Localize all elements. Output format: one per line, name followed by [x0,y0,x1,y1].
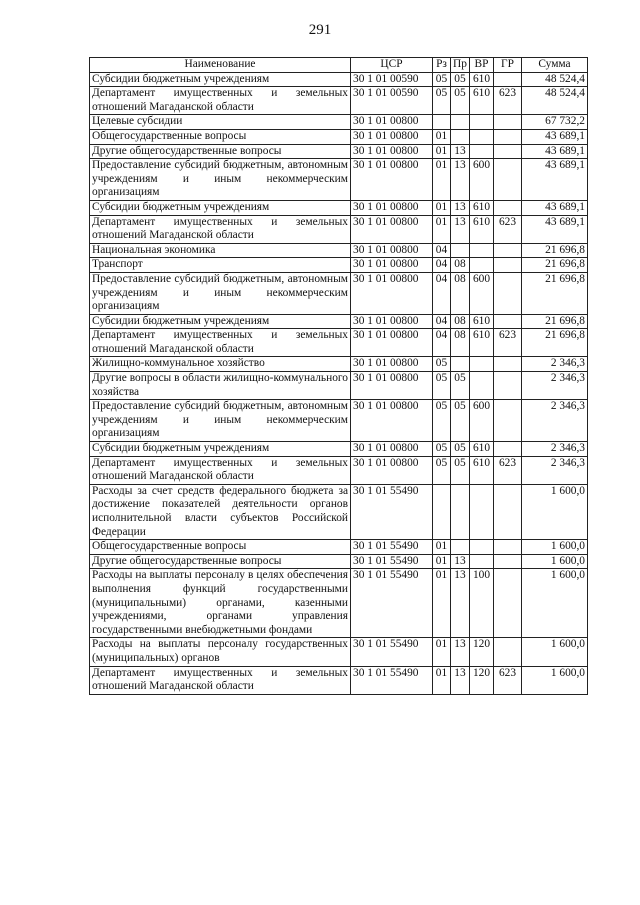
header-rz: Рз [433,58,451,73]
cell-pr: 13 [451,666,470,694]
cell-rz: 04 [433,272,451,314]
cell-rz: 05 [433,400,451,442]
cell-vr [470,484,494,539]
cell-pr [451,115,470,130]
cell-csr: 30 1 01 00800 [351,159,433,201]
cell-gr [494,442,522,457]
cell-rz: 01 [433,200,451,215]
cell-vr: 610 [470,456,494,484]
cell-name: Другие вопросы в области жилищно-коммунального хозяйства [90,372,351,400]
table-row [90,372,588,400]
cell-rz: 05 [433,456,451,484]
cell-name: Расходы на выплаты персоналу в целях обеспечения выполнения функций государственными (муниципальными) органами, казенными учреждениями, органами управления государственными внебюджетными фондами [90,569,351,638]
table-row [90,144,588,159]
table-row [90,400,588,442]
cell-pr: 13 [451,144,470,159]
cell-rz: 05 [433,72,451,87]
cell-gr [494,272,522,314]
budget-table [89,57,588,695]
cell-vr [470,129,494,144]
cell-sum: 67 732,2 [522,115,588,130]
cell-csr: 30 1 01 00800 [351,258,433,273]
cell-csr: 30 1 01 00800 [351,115,433,130]
cell-sum: 21 696,8 [522,258,588,273]
table-row [90,540,588,555]
cell-pr: 05 [451,72,470,87]
page-number: 291 [308,22,332,38]
cell-csr: 30 1 01 00800 [351,144,433,159]
cell-gr [494,569,522,638]
cell-csr: 30 1 01 00800 [351,243,433,258]
cell-rz: 01 [433,569,451,638]
cell-vr [470,258,494,273]
cell-sum: 43 689,1 [522,200,588,215]
cell-gr [494,129,522,144]
table-row [90,200,588,215]
cell-gr: 623 [494,329,522,357]
table-row [90,357,588,372]
cell-sum: 1 600,0 [522,666,588,694]
cell-sum: 48 524,4 [522,87,588,115]
table-header [90,58,588,73]
cell-rz: 04 [433,314,451,329]
cell-rz: 01 [433,215,451,243]
table-row [90,272,588,314]
cell-csr: 30 1 01 00590 [351,72,433,87]
table-row [90,329,588,357]
cell-sum: 21 696,8 [522,314,588,329]
cell-gr [494,200,522,215]
cell-csr: 30 1 01 00800 [351,329,433,357]
cell-csr: 30 1 01 55490 [351,484,433,539]
cell-sum: 1 600,0 [522,540,588,555]
cell-pr: 13 [451,159,470,201]
cell-rz: 01 [433,638,451,666]
cell-rz [433,115,451,130]
cell-vr: 610 [470,442,494,457]
table-row [90,442,588,457]
cell-name: Субсидии бюджетным учреждениям [90,72,351,87]
table-row [90,159,588,201]
cell-vr: 610 [470,314,494,329]
cell-gr [494,144,522,159]
cell-sum: 43 689,1 [522,129,588,144]
cell-pr [451,484,470,539]
cell-sum: 2 346,3 [522,372,588,400]
cell-vr [470,115,494,130]
cell-vr: 600 [470,159,494,201]
table-row [90,258,588,273]
cell-name: Департамент имущественных и земельных отношений Магаданской области [90,87,351,115]
cell-name: Общегосударственные вопросы [90,540,351,555]
cell-csr: 30 1 01 00800 [351,272,433,314]
cell-gr [494,115,522,130]
cell-name: Субсидии бюджетным учреждениям [90,314,351,329]
cell-csr: 30 1 01 00800 [351,200,433,215]
cell-csr: 30 1 01 00800 [351,372,433,400]
cell-gr [494,554,522,569]
cell-sum: 1 600,0 [522,569,588,638]
cell-rz: 04 [433,258,451,273]
cell-vr: 610 [470,87,494,115]
header-name: Наименование [90,58,351,73]
cell-pr: 13 [451,569,470,638]
cell-pr [451,243,470,258]
cell-rz: 05 [433,442,451,457]
cell-vr [470,554,494,569]
cell-pr [451,357,470,372]
cell-name: Целевые субсидии [90,115,351,130]
table-row [90,554,588,569]
cell-gr [494,72,522,87]
cell-gr [494,400,522,442]
header-sum: Сумма [522,58,588,73]
cell-name: Расходы за счет средств федерального бюджета за достижение показателей деятельности органов исполнительной власти субъектов Российской Федерации [90,484,351,539]
cell-sum: 1 600,0 [522,638,588,666]
cell-pr: 08 [451,329,470,357]
cell-vr [470,144,494,159]
cell-name: Департамент имущественных и земельных отношений Магаданской области [90,456,351,484]
cell-rz: 01 [433,540,451,555]
cell-csr: 30 1 01 00800 [351,442,433,457]
cell-name: Общегосударственные вопросы [90,129,351,144]
cell-rz: 01 [433,144,451,159]
cell-gr [494,540,522,555]
cell-name: Предоставление субсидий бюджетным, автономным учреждениям и иным некоммерческим организациям [90,272,351,314]
cell-gr [494,357,522,372]
cell-name: Департамент имущественных и земельных отношений Магаданской области [90,329,351,357]
table-row [90,456,588,484]
cell-pr [451,129,470,144]
cell-vr: 120 [470,666,494,694]
header-gr: ГР [494,58,522,73]
table-row [90,243,588,258]
cell-gr: 623 [494,215,522,243]
cell-rz: 04 [433,329,451,357]
table-row [90,215,588,243]
cell-sum: 43 689,1 [522,159,588,201]
table-row [90,484,588,539]
header-vr: ВР [470,58,494,73]
cell-pr: 13 [451,215,470,243]
cell-rz [433,484,451,539]
cell-vr: 120 [470,638,494,666]
cell-pr: 05 [451,456,470,484]
cell-gr [494,484,522,539]
cell-pr: 08 [451,272,470,314]
cell-csr: 30 1 01 55490 [351,569,433,638]
cell-sum: 43 689,1 [522,144,588,159]
cell-pr [451,540,470,555]
cell-name: Национальная экономика [90,243,351,258]
cell-name: Субсидии бюджетным учреждениям [90,442,351,457]
cell-vr: 610 [470,200,494,215]
cell-name: Другие общегосударственные вопросы [90,554,351,569]
table-row [90,115,588,130]
cell-csr: 30 1 01 00590 [351,87,433,115]
cell-pr: 05 [451,442,470,457]
cell-sum: 1 600,0 [522,554,588,569]
cell-rz: 05 [433,357,451,372]
header-csr: ЦСР [351,58,433,73]
cell-pr: 05 [451,400,470,442]
cell-sum: 2 346,3 [522,456,588,484]
cell-csr: 30 1 01 00800 [351,357,433,372]
table-row [90,314,588,329]
cell-gr: 623 [494,666,522,694]
cell-gr [494,314,522,329]
cell-gr [494,243,522,258]
cell-name: Жилищно-коммунальное хозяйство [90,357,351,372]
cell-pr: 13 [451,638,470,666]
cell-vr [470,357,494,372]
cell-gr: 623 [494,456,522,484]
cell-name: Транспорт [90,258,351,273]
table-body [90,72,588,694]
cell-gr [494,159,522,201]
cell-gr [494,372,522,400]
cell-sum: 2 346,3 [522,357,588,372]
cell-sum: 1 600,0 [522,484,588,539]
cell-vr [470,243,494,258]
cell-csr: 30 1 01 55490 [351,666,433,694]
cell-rz: 01 [433,159,451,201]
cell-vr: 600 [470,272,494,314]
table-row [90,87,588,115]
table-row [90,72,588,87]
header-pr: Пр [451,58,470,73]
cell-pr: 05 [451,87,470,115]
cell-pr: 08 [451,314,470,329]
cell-csr: 30 1 01 00800 [351,400,433,442]
cell-name: Департамент имущественных и земельных отношений Магаданской области [90,666,351,694]
cell-vr [470,540,494,555]
cell-rz: 01 [433,129,451,144]
cell-csr: 30 1 01 00800 [351,215,433,243]
cell-vr: 600 [470,400,494,442]
cell-csr: 30 1 01 00800 [351,456,433,484]
header-row [90,58,588,73]
cell-csr: 30 1 01 00800 [351,129,433,144]
cell-pr: 05 [451,372,470,400]
cell-csr: 30 1 01 55490 [351,540,433,555]
cell-gr [494,638,522,666]
cell-name: Субсидии бюджетным учреждениям [90,200,351,215]
cell-name: Другие общегосударственные вопросы [90,144,351,159]
cell-pr: 08 [451,258,470,273]
table-row [90,638,588,666]
cell-csr: 30 1 01 55490 [351,554,433,569]
cell-vr: 610 [470,329,494,357]
cell-name: Предоставление субсидий бюджетным, автономным учреждениям и иным некоммерческим организациям [90,400,351,442]
cell-name: Предоставление субсидий бюджетным, автономным учреждениям и иным некоммерческим организациям [90,159,351,201]
cell-gr [494,258,522,273]
cell-gr: 623 [494,87,522,115]
cell-rz: 05 [433,87,451,115]
cell-rz: 05 [433,372,451,400]
cell-name: Департамент имущественных и земельных отношений Магаданской области [90,215,351,243]
cell-name: Расходы на выплаты персоналу государственных (муниципальных) органов [90,638,351,666]
cell-sum: 21 696,8 [522,272,588,314]
cell-sum: 2 346,3 [522,400,588,442]
cell-sum: 21 696,8 [522,243,588,258]
cell-vr [470,372,494,400]
cell-sum: 48 524,4 [522,72,588,87]
table-row [90,666,588,694]
cell-rz: 01 [433,666,451,694]
cell-vr: 610 [470,215,494,243]
cell-sum: 43 689,1 [522,215,588,243]
cell-rz: 04 [433,243,451,258]
table-row [90,129,588,144]
cell-csr: 30 1 01 00800 [351,314,433,329]
cell-sum: 21 696,8 [522,329,588,357]
table-row [90,569,588,638]
cell-csr: 30 1 01 55490 [351,638,433,666]
cell-pr: 13 [451,200,470,215]
cell-vr: 610 [470,72,494,87]
cell-rz: 01 [433,554,451,569]
cell-pr: 13 [451,554,470,569]
cell-sum: 2 346,3 [522,442,588,457]
cell-vr: 100 [470,569,494,638]
